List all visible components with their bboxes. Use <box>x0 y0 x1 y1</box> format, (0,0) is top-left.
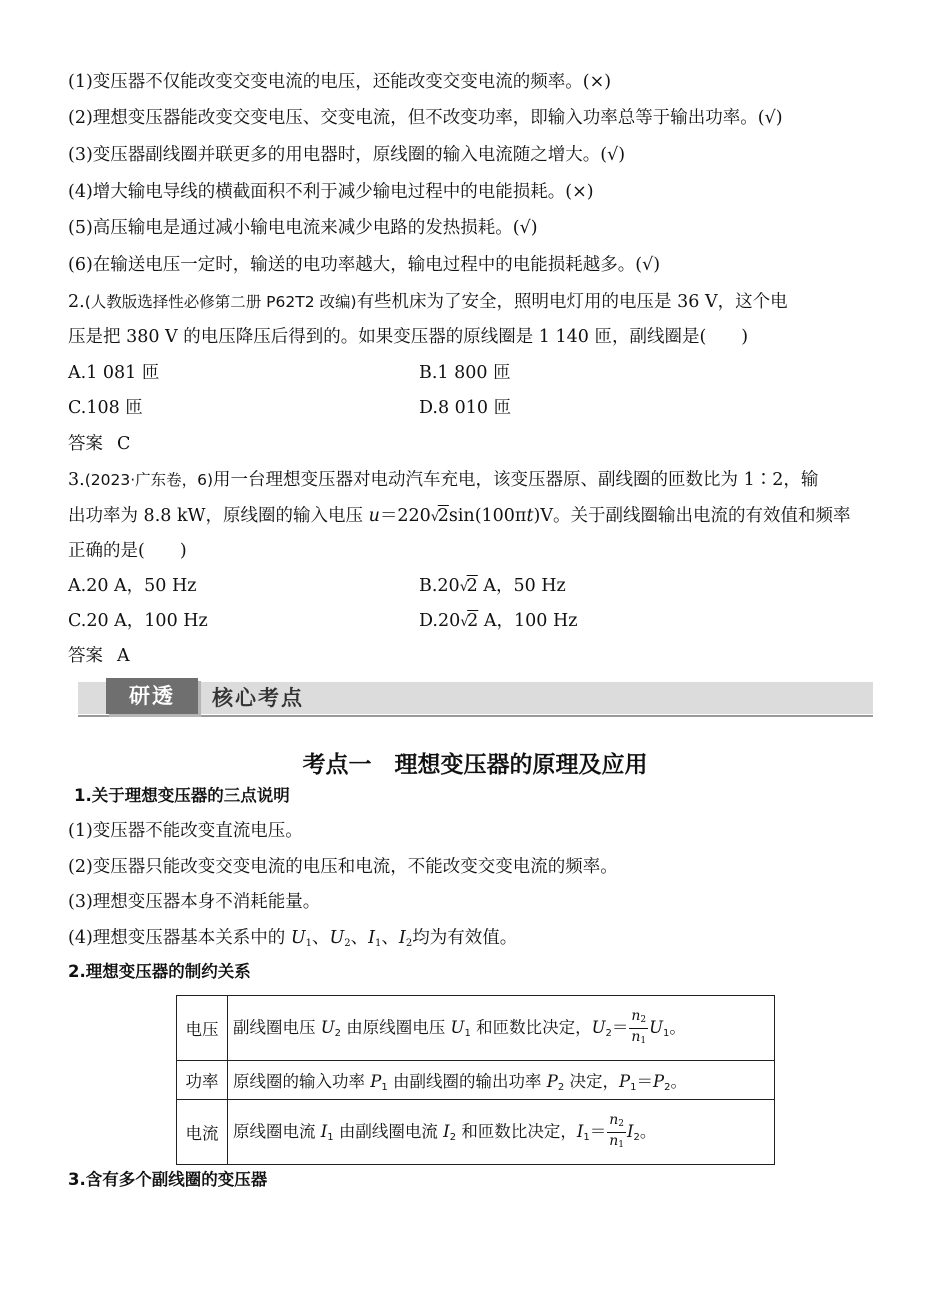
banner-underline <box>78 715 873 717</box>
row-desc-power: 原线圈的输入功率 $P_1$ 由副线圈的输出功率 $P_2$ 决定，$P_1=P_2$。 <box>228 1061 775 1100</box>
q3-option-a[interactable]: A.20 A，50 Hz <box>68 576 197 596</box>
sqrt-symbol: √2 <box>460 611 479 631</box>
q3-option-c[interactable]: C.20 A，100 Hz <box>68 611 208 631</box>
fraction-n2-n1: $\frac{n_2}{n_1}$ <box>609 1111 624 1150</box>
q3-stem-line1: 3.(2023·广东卷，6)用一台理想变压器对电动汽车充电，该变压器原、副线圈的匝数比为 1∶2，输 <box>68 470 819 490</box>
q2-option-b[interactable]: B.1 800 匝 <box>419 363 511 383</box>
section-item-2: (2)变压器只能改变交变电流的电压和电流，不能改变交变电流的频率。 <box>68 857 618 877</box>
row-desc-current: 原线圈电流 $I_1$ 由副线圈电流 $I_2$ 和匝数比决定，$I_1=$ $\frac{n_2}{n_1}$ $I_2$。 <box>228 1100 775 1165</box>
banner-tag: 研透 <box>106 678 198 714</box>
table-row <box>177 1100 775 1165</box>
q2-option-a[interactable]: A.1 081 匝 <box>68 363 160 383</box>
q3-option-d[interactable]: D.20√2 A，100 Hz <box>419 609 577 634</box>
q3-stem-line3: 正确的是( ) <box>68 541 187 561</box>
q3-answer: 答案 A <box>68 646 130 666</box>
row-key-power: 功率 <box>177 1061 228 1100</box>
sqrt-symbol: √2 <box>430 506 449 526</box>
row-desc-voltage: 副线圈电压 $U_2$ 由原线圈电压 $U_1$ 和匝数比决定，$U_2=$ $\frac{n_2}{n_1}$ $U_1$。 <box>228 996 775 1061</box>
banner-title: 核心考点 <box>212 686 304 710</box>
q2-answer: 答案 C <box>68 434 131 454</box>
judgment-2: (2)理想变压器能改变交变电压、交变电流，但不改变功率，即输入功率总等于输出功率。(√) <box>68 108 783 128</box>
q3-stem-line2: 出功率为 8.8 kW，原线圈的输入电压 u＝220√2sin(100πt)V。关于副线圈输出电流的有效值和频率 <box>68 504 850 529</box>
judgment-6: (6)在输送电压一定时，输送的电功率越大，输电过程中的电能损耗越多。(√) <box>68 255 661 275</box>
section-banner <box>78 678 873 718</box>
judgment-4: (4)增大输电导线的横截面积不利于减少输电过程中的电能损耗。(×) <box>68 182 594 202</box>
row-key-current: 电流 <box>177 1100 228 1165</box>
subheading-3: 3.含有多个副线圈的变压器 <box>68 1170 268 1189</box>
constraint-table <box>176 995 775 1165</box>
q2-stem-line1: 2.(人教版选择性必修第二册 P62T2 改编)有些机床为了安全，照明电灯用的电压是 36 V，这个电 <box>68 292 788 312</box>
q2-stem-line2: 压是把 380 V 的电压降压后得到的。如果变压器的原线圈是 1 140 匝，副线圈是( ) <box>68 327 749 347</box>
subheading-1: 1.关于理想变压器的三点说明 <box>74 786 290 805</box>
table-row <box>177 1061 775 1100</box>
sqrt-symbol: √2 <box>459 576 478 596</box>
judgment-1: (1)变压器不仅能改变交变电流的电压，还能改变交变电流的频率。(×) <box>68 72 612 92</box>
section-item-3: (3)理想变压器本身不消耗能量。 <box>68 892 321 912</box>
q2-option-d[interactable]: D.8 010 匝 <box>419 398 512 418</box>
row-key-voltage: 电压 <box>177 996 228 1061</box>
judgment-5: (5)高压输电是通过减小输电电流来减少电路的发热损耗。(√) <box>68 218 538 238</box>
q2-option-c[interactable]: C.108 匝 <box>68 398 143 418</box>
table-row <box>177 996 775 1061</box>
subheading-2: 2.理想变压器的制约关系 <box>68 962 251 981</box>
q3-option-b[interactable]: B.20√2 A，50 Hz <box>419 574 566 599</box>
section-item-4: (4)理想变压器基本关系中的 $U_1$、$U_2$、$I_1$、$I_2$均为有效值。 <box>68 928 518 949</box>
section-title: 考点一 理想变压器的原理及应用 <box>302 752 648 778</box>
judgment-3: (3)变压器副线圈并联更多的用电器时，原线圈的输入电流随之增大。(√) <box>68 145 626 165</box>
section-item-1: (1)变压器不能改变直流电压。 <box>68 821 303 841</box>
fraction-n2-n1: $\frac{n_2}{n_1}$ <box>631 1007 647 1046</box>
